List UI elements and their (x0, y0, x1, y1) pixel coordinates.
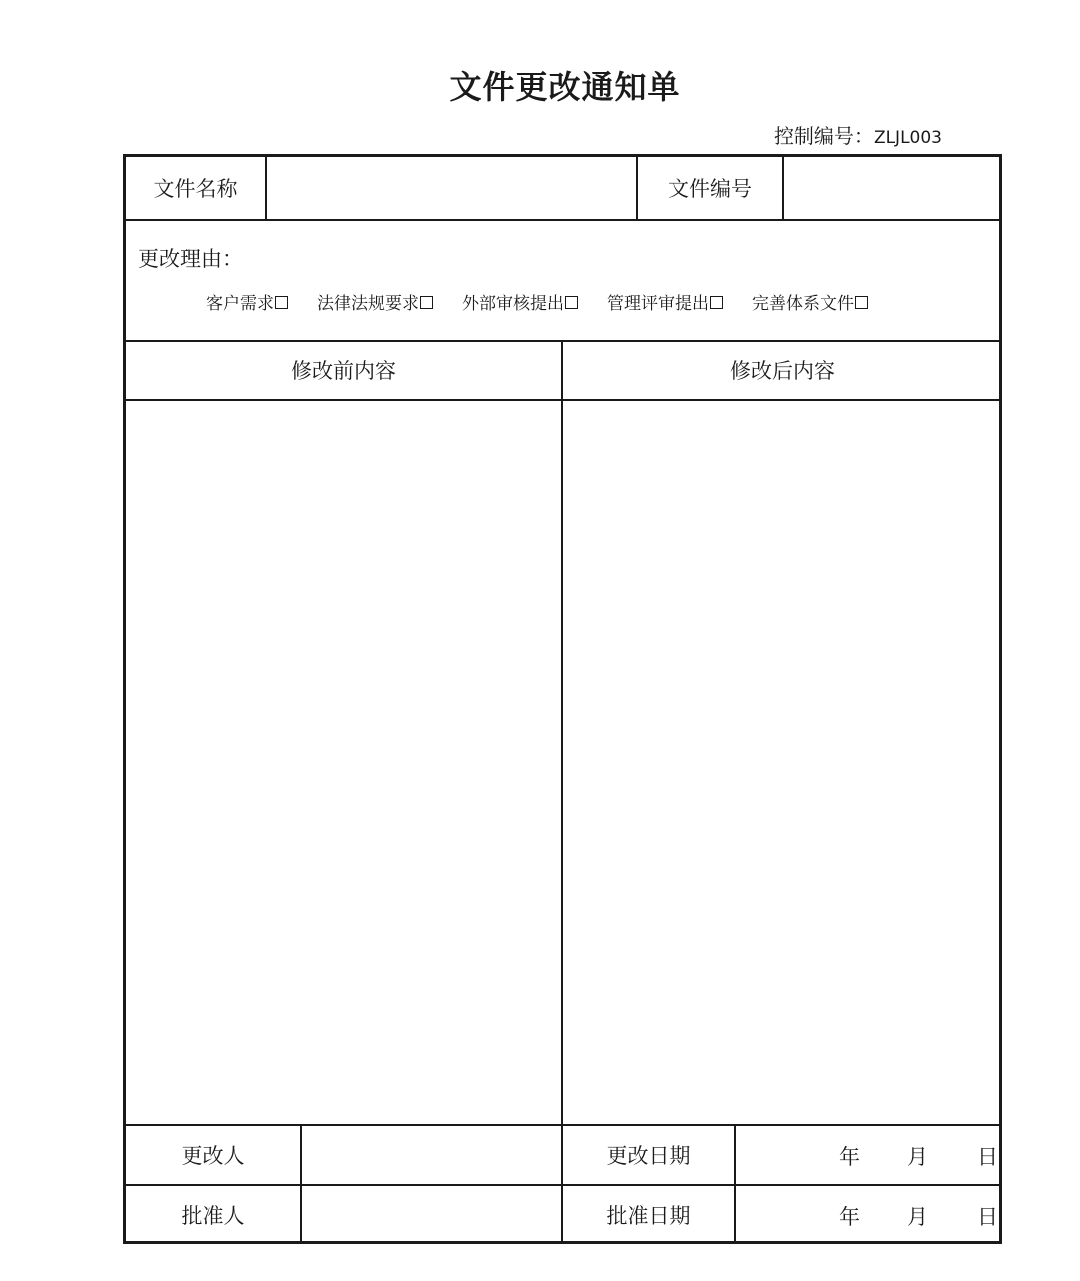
file-number-field[interactable] (784, 157, 1002, 219)
file-number-label: 文件编号 (668, 177, 752, 201)
file-name-label: 文件名称 (153, 177, 238, 201)
divider (126, 219, 999, 221)
reason-option-external-audit[interactable] (462, 289, 578, 314)
reason-option-management-review[interactable] (607, 289, 723, 314)
change-notice-form (123, 154, 1002, 1244)
before-content-area[interactable] (126, 401, 561, 1124)
reason-option-regulation[interactable] (317, 289, 433, 314)
changer-field[interactable] (302, 1125, 561, 1184)
change-date-field[interactable] (736, 1125, 1002, 1184)
day-label: 日 (977, 1145, 998, 1169)
change-date-label: 更改日期 (606, 1143, 691, 1168)
approver-field[interactable] (302, 1186, 561, 1244)
year-label: 年 (839, 1145, 860, 1169)
before-content-header: 修改前内容 (291, 359, 396, 383)
checkbox-icon[interactable] (420, 296, 433, 309)
reason-option-label: 外部审核提出 (462, 294, 564, 314)
month-label: 月 (907, 1145, 928, 1169)
after-content-area[interactable] (563, 401, 1002, 1124)
reason-option-label: 管理评审提出 (607, 294, 709, 314)
checkbox-icon[interactable] (855, 296, 868, 309)
reason-option-label: 完善体系文件 (752, 294, 854, 314)
change-reason-options (206, 289, 897, 314)
month-label: 月 (907, 1205, 928, 1229)
control-number (774, 120, 942, 149)
page-title: 文件更改通知单 (449, 68, 681, 106)
file-name-field[interactable] (267, 157, 636, 219)
checkbox-icon[interactable] (275, 296, 288, 309)
checkbox-icon[interactable] (710, 296, 723, 309)
after-content-header: 修改后内容 (730, 359, 835, 383)
reason-option-customer[interactable] (206, 289, 288, 314)
day-label: 日 (977, 1205, 998, 1229)
approver-label: 批准人 (181, 1204, 245, 1228)
approve-date-field[interactable] (736, 1186, 1002, 1244)
reason-option-label: 法律法规要求 (317, 294, 419, 314)
reason-option-label: 客户需求 (206, 294, 274, 314)
control-number-label: 控制编号： (773, 124, 874, 148)
control-number-code: ZLJL003 (873, 128, 942, 148)
approve-date-label: 批准日期 (606, 1204, 691, 1228)
changer-label: 更改人 (181, 1143, 245, 1168)
change-reason-label: 更改理由： (138, 247, 243, 271)
checkbox-icon[interactable] (565, 296, 578, 309)
reason-option-system-docs[interactable] (752, 289, 868, 314)
year-label: 年 (839, 1205, 860, 1229)
